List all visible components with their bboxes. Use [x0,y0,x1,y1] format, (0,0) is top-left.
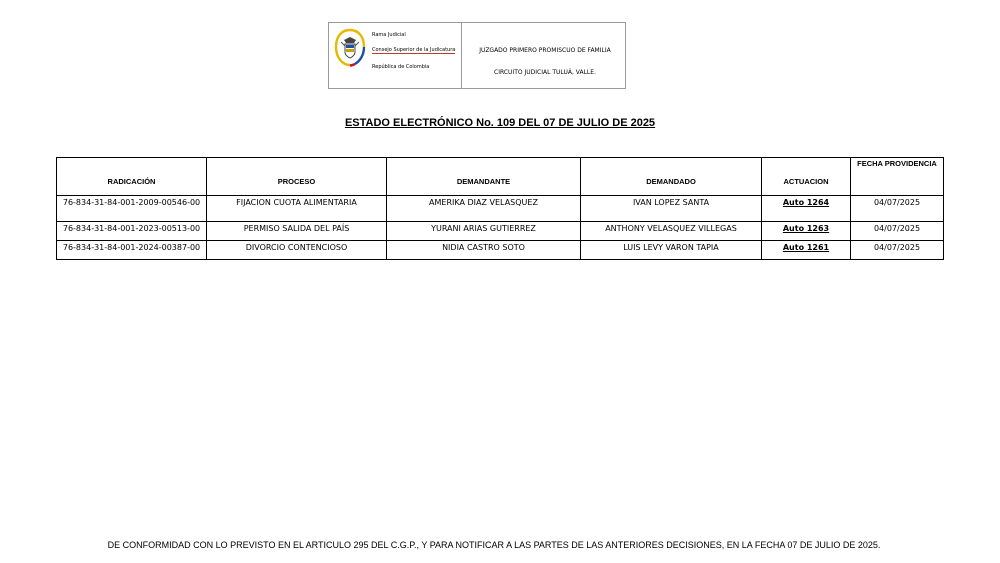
cell-fecha: 04/07/2025 [851,196,944,222]
cell-proceso: FIJACION CUOTA ALIMENTARIA [207,196,387,222]
cell-demandante: YURANI ARIAS GUTIERREZ [387,222,581,241]
table-header-row [57,158,944,196]
cell-radicacion: 76-834-31-84-001-2024-00387-00 [57,241,207,260]
cell-demandado: LUIS LEVY VARON TAPIA [581,241,762,260]
cell-fecha: 04/07/2025 [851,241,944,260]
cell-radicacion: 76-834-31-84-001-2023-00513-00 [57,222,207,241]
cell-demandado: ANTHONY VELASQUEZ VILLEGAS [581,222,762,241]
auto-link[interactable]: Auto 1261 [762,241,851,260]
cell-demandado: IVAN LOPEZ SANTA [581,196,762,222]
header-proceso: PROCESO [207,158,387,196]
coat-of-arms-icon [334,28,366,68]
table-row [57,196,944,222]
circuit-name: CIRCUITO JUDICIAL TULUÁ, VALLE. [494,69,596,76]
auto-link[interactable]: Auto 1263 [762,222,851,241]
auto-link[interactable]: Auto 1264 [762,196,851,222]
cell-demandante: NIDIA CASTRO SOTO [387,241,581,260]
estado-table [56,157,944,260]
org-line-rama: Rama Judicial [372,32,406,38]
cell-demandante: AMERIKA DIAZ VELASQUEZ [387,196,581,222]
logo-cell [329,23,462,88]
cell-proceso: PERMISO SALIDA DEL PAÍS [207,222,387,241]
cell-fecha: 04/07/2025 [851,222,944,241]
header-actuacion: ACTUACION [762,158,851,196]
footer-notice: DE CONFORMIDAD CON LO PREVISTO EN EL ARTICULO 295 DEL C.G.P., Y PARA NOTIFICAR A LAS PARTES DE LAS ANTERIORES DECISIONES, EN LA FECHA 07 DE JULIO DE 2025. [107,540,881,550]
header-radicacion: RADICACIÓN [57,158,207,196]
court-name: JUZGADO PRIMERO PROMISCUO DE FAMILIA [479,47,611,54]
document-header [328,22,626,89]
header-demandado: DEMANDADO [581,158,762,196]
cell-proceso: DIVORCIO CONTENCIOSO [207,241,387,260]
header-demandante: DEMANDANTE [387,158,581,196]
table-row [57,241,944,260]
cell-radicacion: 76-834-31-84-001-2009-00546-00 [57,196,207,222]
table-row [57,222,944,241]
document-title: ESTADO ELECTRÓNICO No. 109 DEL 07 DE JULIO DE 2025 [344,117,656,129]
header-fecha-providencia: FECHA PROVIDENCIA [851,158,944,196]
org-line-consejo: Consejo Superior de la Judicatura [372,47,456,53]
org-line-republica: República de Colombia [372,64,430,70]
